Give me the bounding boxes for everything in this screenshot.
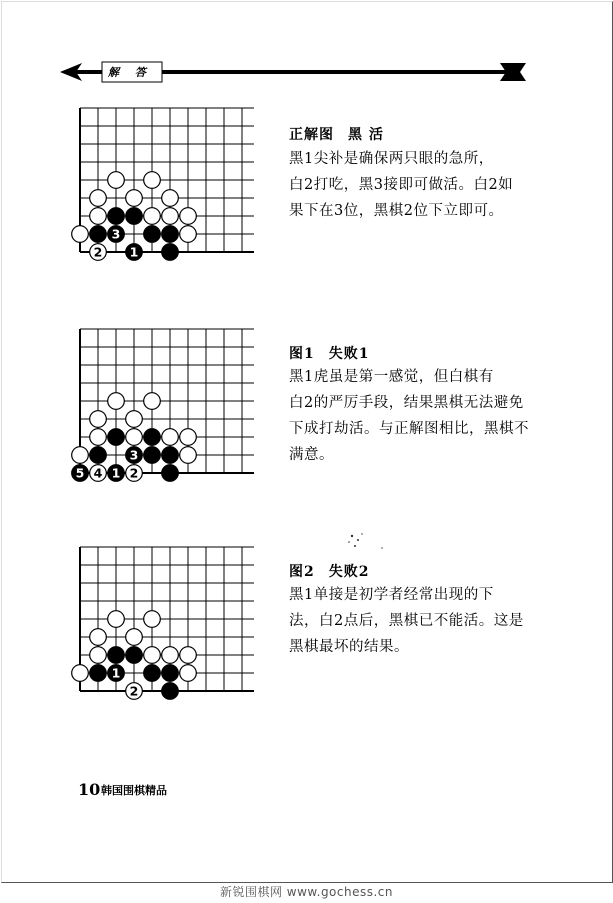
- figure-title-label: 图1: [289, 346, 315, 362]
- white-stone: [144, 647, 161, 664]
- white-stone: [108, 172, 125, 189]
- text-line: 果下在3位，黑棋2位下立即可。: [289, 203, 504, 219]
- white-stone: [144, 611, 161, 628]
- move-number: 2: [129, 683, 139, 699]
- white-stone: [72, 226, 89, 243]
- text-line: 黑棋最坏的结果。: [289, 639, 409, 655]
- white-stone: [144, 172, 161, 189]
- white-stone: [126, 411, 143, 428]
- figure-title-result: 黑 活: [348, 127, 384, 143]
- black-stone: [108, 647, 125, 664]
- white-stone: [126, 629, 143, 646]
- black-stone: [108, 429, 125, 446]
- text-line: 白2打吃，黑3接即可做活。白2如: [289, 177, 514, 193]
- white-stone: [162, 190, 179, 207]
- black-stone: [126, 208, 143, 225]
- white-stone: [180, 226, 197, 243]
- go-board-failure-1: [66, 325, 256, 505]
- black-stone: [144, 665, 161, 682]
- figure-title: [289, 343, 370, 363]
- white-stone: [90, 411, 107, 428]
- text-line: 满意。: [289, 447, 334, 463]
- figure-title-result: 失败2: [328, 564, 370, 580]
- white-stone: [90, 629, 107, 646]
- figure-title-label: 正解图: [289, 127, 334, 143]
- scan-smudge: [340, 526, 400, 556]
- figure-text: [289, 582, 529, 660]
- text-line: 下成打劫活。与正解图相比，黑棋不: [289, 421, 529, 437]
- figure-title: [289, 124, 384, 144]
- black-stone: [90, 665, 107, 682]
- white-stone: [90, 208, 107, 225]
- white-stone: [180, 647, 197, 664]
- white-stone: [162, 208, 179, 225]
- black-stone: [162, 683, 179, 700]
- white-stone: [180, 447, 197, 464]
- site-watermark: 新锐围棋网 www.gochess.cn: [219, 885, 394, 899]
- white-stone: [126, 429, 143, 446]
- move-number: 1: [111, 465, 121, 481]
- move-number: 2: [93, 244, 103, 260]
- white-stone: [90, 429, 107, 446]
- move-number: 4: [93, 465, 103, 481]
- white-stone: [144, 208, 161, 225]
- move-number: 5: [75, 465, 85, 481]
- white-stone: [144, 393, 161, 410]
- white-stone: [126, 190, 143, 207]
- white-stone: [90, 190, 107, 207]
- figure-title: [289, 561, 370, 581]
- black-stone: [162, 226, 179, 243]
- book-title: 韩国围棋精品: [101, 784, 167, 797]
- figure-title-result: 失败1: [328, 346, 370, 362]
- white-stone: [180, 208, 197, 225]
- black-stone: [90, 447, 107, 464]
- black-stone: [162, 465, 179, 482]
- white-stone: [180, 429, 197, 446]
- black-stone: [144, 429, 161, 446]
- black-stone: [162, 665, 179, 682]
- move-number: 1: [111, 665, 121, 681]
- black-stone: [162, 447, 179, 464]
- figure-text: [289, 146, 529, 224]
- page-number: 10: [78, 780, 101, 799]
- go-board-failure-2: [66, 543, 256, 723]
- black-stone: [162, 244, 179, 261]
- text-line: 黑1虎虽是第一感觉，但白棋有: [289, 369, 494, 385]
- white-stone: [162, 647, 179, 664]
- text-line: 法，白2点后，黑棋已不能活。这是: [289, 613, 524, 629]
- black-stone: [144, 226, 161, 243]
- move-number: 3: [129, 447, 139, 463]
- black-stone: [90, 226, 107, 243]
- black-stone: [108, 208, 125, 225]
- move-number: 3: [111, 226, 121, 242]
- go-board-correct: [66, 104, 256, 284]
- move-number: 2: [129, 465, 139, 481]
- white-stone: [72, 665, 89, 682]
- white-stone: [72, 447, 89, 464]
- figure-title-label: 图2: [289, 564, 315, 580]
- text-line: 白2的严厉手段，结果黑棋无法避免: [289, 395, 524, 411]
- black-stone: [126, 647, 143, 664]
- move-number: 1: [129, 244, 139, 260]
- black-stone: [144, 447, 161, 464]
- white-stone: [108, 611, 125, 628]
- white-stone: [180, 665, 197, 682]
- white-stone: [90, 647, 107, 664]
- white-stone: [162, 429, 179, 446]
- text-line: 黑1尖补是确保两只眼的急所，: [289, 151, 494, 167]
- white-stone: [108, 393, 125, 410]
- header-label: 解 答: [104, 64, 156, 80]
- text-line: 黑1单接是初学者经常出现的下: [289, 587, 494, 603]
- figure-text: [289, 364, 529, 468]
